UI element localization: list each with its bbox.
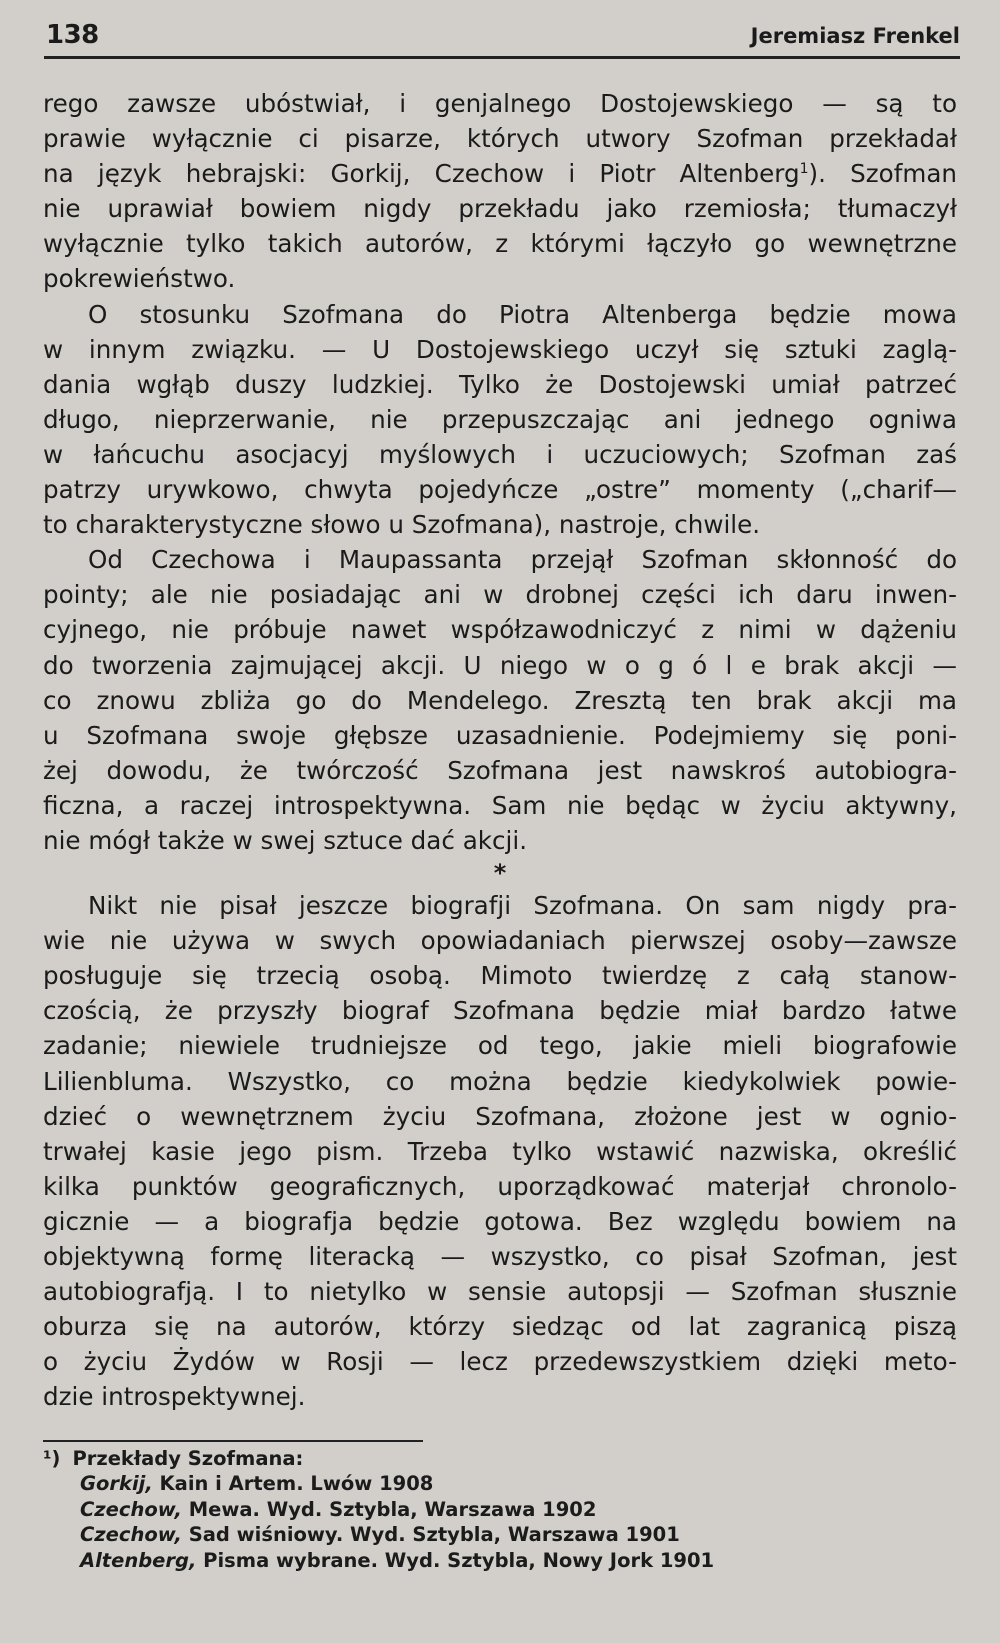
paragraph-2 <box>43 297 957 543</box>
text-line: nie uprawiał bowiem nigdy przekładu jako rzemiosła; tłumaczył <box>43 194 957 224</box>
footnote-title: Przekłady Szofmana: <box>72 1447 304 1470</box>
text-line: pointy; ale nie posiadając ani w drobnej części ich daru inwen- <box>43 580 957 610</box>
text-line: rego zawsze ubóstwiał, i genjalnego Dostojewskiego — są to <box>43 89 957 118</box>
text-line: czością, że przyszły biograf Szofmana będzie miał bardzo łatwe <box>43 996 957 1026</box>
footnote-entry <box>43 1522 957 1547</box>
text-line: kilka punktów geograficznych, uporządkować materjał chronolo- <box>43 1171 957 1201</box>
text-line: patrzy urywkowo, chwyta pojedyńcze „ostre” momenty („charif— <box>43 475 957 505</box>
text-line: pokrewieństwo. <box>43 264 236 294</box>
text-line: cyjnego, nie próbuje nawet współzawodniczyć z nimi w dążeniu <box>43 615 957 645</box>
footnote-author: Gorkij, <box>80 1472 153 1496</box>
text-line: u Szofmana swoje głębsze uzasadnienie. Podejmiemy się poni- <box>43 720 957 750</box>
text-line: wyłącznie tylko takich autorów, z którymi łączyło go wewnętrzne <box>43 229 957 259</box>
text-line: żej dowodu, że twórczość Szofmana jest nawskroś autobiogra- <box>43 755 957 785</box>
text-line: autobiografją. I to nietylko w sensie autopsji — Szofman słusznie <box>43 1277 957 1307</box>
footnote-author: Czechow, <box>80 1497 182 1521</box>
line-text-continued: ). Szofman <box>808 159 957 189</box>
footnote-marker: ¹) <box>43 1447 61 1470</box>
text-line: gicznie — a biografja będzie gotowa. Bez względu bowiem na <box>43 1206 957 1236</box>
text-line: dzieć o wewnętrznem życiu Szofmana, złożone jest w ognio- <box>43 1101 957 1131</box>
footnote-entry <box>43 1548 957 1573</box>
footnote-author: Czechow, <box>80 1523 182 1547</box>
text-line-with-footnote <box>43 156 957 191</box>
text-line: O stosunku Szofmana do Piotra Altenberga będzie mowa <box>88 299 957 329</box>
text-line: zadanie; niewiele trudniejsze od tego, jakie mieli biografowie <box>43 1031 957 1061</box>
footnote-work: Mewa. Wyd. Sztybla, Warszawa 1902 <box>181 1497 597 1521</box>
page-header <box>46 20 960 56</box>
body-text <box>43 86 957 1414</box>
text-line: dania wgłąb duszy ludzkiej. Tylko że Dostojewski umiał patrzeć <box>43 369 957 399</box>
footnote-entry <box>43 1497 957 1522</box>
header-rule <box>44 56 960 59</box>
page-number: 138 <box>46 20 99 50</box>
text-line: prawie wyłącznie ci pisarze, których utwory Szofman przekładał <box>43 124 957 154</box>
text-line: ficzna, a raczej introspektywna. Sam nie będąc w życiu aktywny, <box>43 790 957 820</box>
paragraph-1 <box>43 86 957 297</box>
footnote-title-line <box>43 1446 957 1471</box>
text-line: długo, nieprzerwanie, nie przepuszczając ani jednego ogniwa <box>43 404 957 434</box>
text-line: Nikt nie pisał jeszcze biografji Szofmana. On sam nigdy pra- <box>88 891 957 921</box>
footnote-reference: 1 <box>799 161 809 177</box>
text-line: w łańcuchu asocjacyj myślowych i uczuciowych; Szofman zaś <box>43 439 957 469</box>
text-line: wie nie używa w swych opowiadaniach pierwszej osoby—zawsze <box>43 926 957 956</box>
paragraph-3 <box>43 542 957 858</box>
paragraph-4 <box>43 888 957 1414</box>
text-line: objektywną formę literacką — wszystko, co pisał Szofman, jest <box>43 1242 957 1271</box>
text-line: posługuje się trzecią osobą. Mimoto twierdzę z całą stanow- <box>43 961 957 991</box>
footnote-entry <box>43 1471 957 1496</box>
footnotes <box>43 1446 957 1573</box>
text-line: Lilienbluma. Wszystko, co można będzie kiedykolwiek powie- <box>43 1066 957 1096</box>
text-line: oburza się na autorów, którzy siedząc od lat zagranicą piszą <box>43 1312 957 1342</box>
footnote-work: Kain i Artem. Lwów 1908 <box>152 1472 434 1496</box>
text-line: do tworzenia zajmującej akcji. U niego w o g ó l e brak akcji — <box>43 650 957 680</box>
footnote-author: Altenberg, <box>80 1548 197 1572</box>
line-text: na język hebrajski: Gorkij, Czechow i Piotr Altenberg <box>43 159 800 189</box>
text-line: Od Czechowa i Maupassanta przejął Szofman skłonność do <box>88 545 957 575</box>
text-line: w innym związku. — U Dostojewskiego uczył się sztuki zaglą- <box>43 334 957 364</box>
text-line: dzie introspektywnej. <box>43 1382 306 1412</box>
text-line: nie mógł także w swej sztuce dać akcji. <box>43 825 528 855</box>
text-line: co znowu zbliża go do Mendelego. Zresztą ten brak akcji ma <box>43 685 957 715</box>
section-separator: * <box>493 859 507 888</box>
text-line: o życiu Żydów w Rosji — lecz przedewszystkiem dzięki meto- <box>43 1347 957 1377</box>
text-line: to charakterystyczne słowo u Szofmana), nastroje, chwile. <box>43 510 761 540</box>
footnote-work: Sad wiśniowy. Wyd. Sztybla, Warszawa 1901 <box>181 1523 680 1547</box>
text-line: trwałej kasie jego pism. Trzeba tylko wstawić nazwiska, określić <box>43 1136 957 1166</box>
running-head: Jeremiasz Frenkel <box>750 24 960 48</box>
footnote-rule <box>43 1440 423 1442</box>
footnote-work: Pisma wybrane. Wyd. Sztybla, Nowy Jork 1901 <box>196 1548 715 1572</box>
